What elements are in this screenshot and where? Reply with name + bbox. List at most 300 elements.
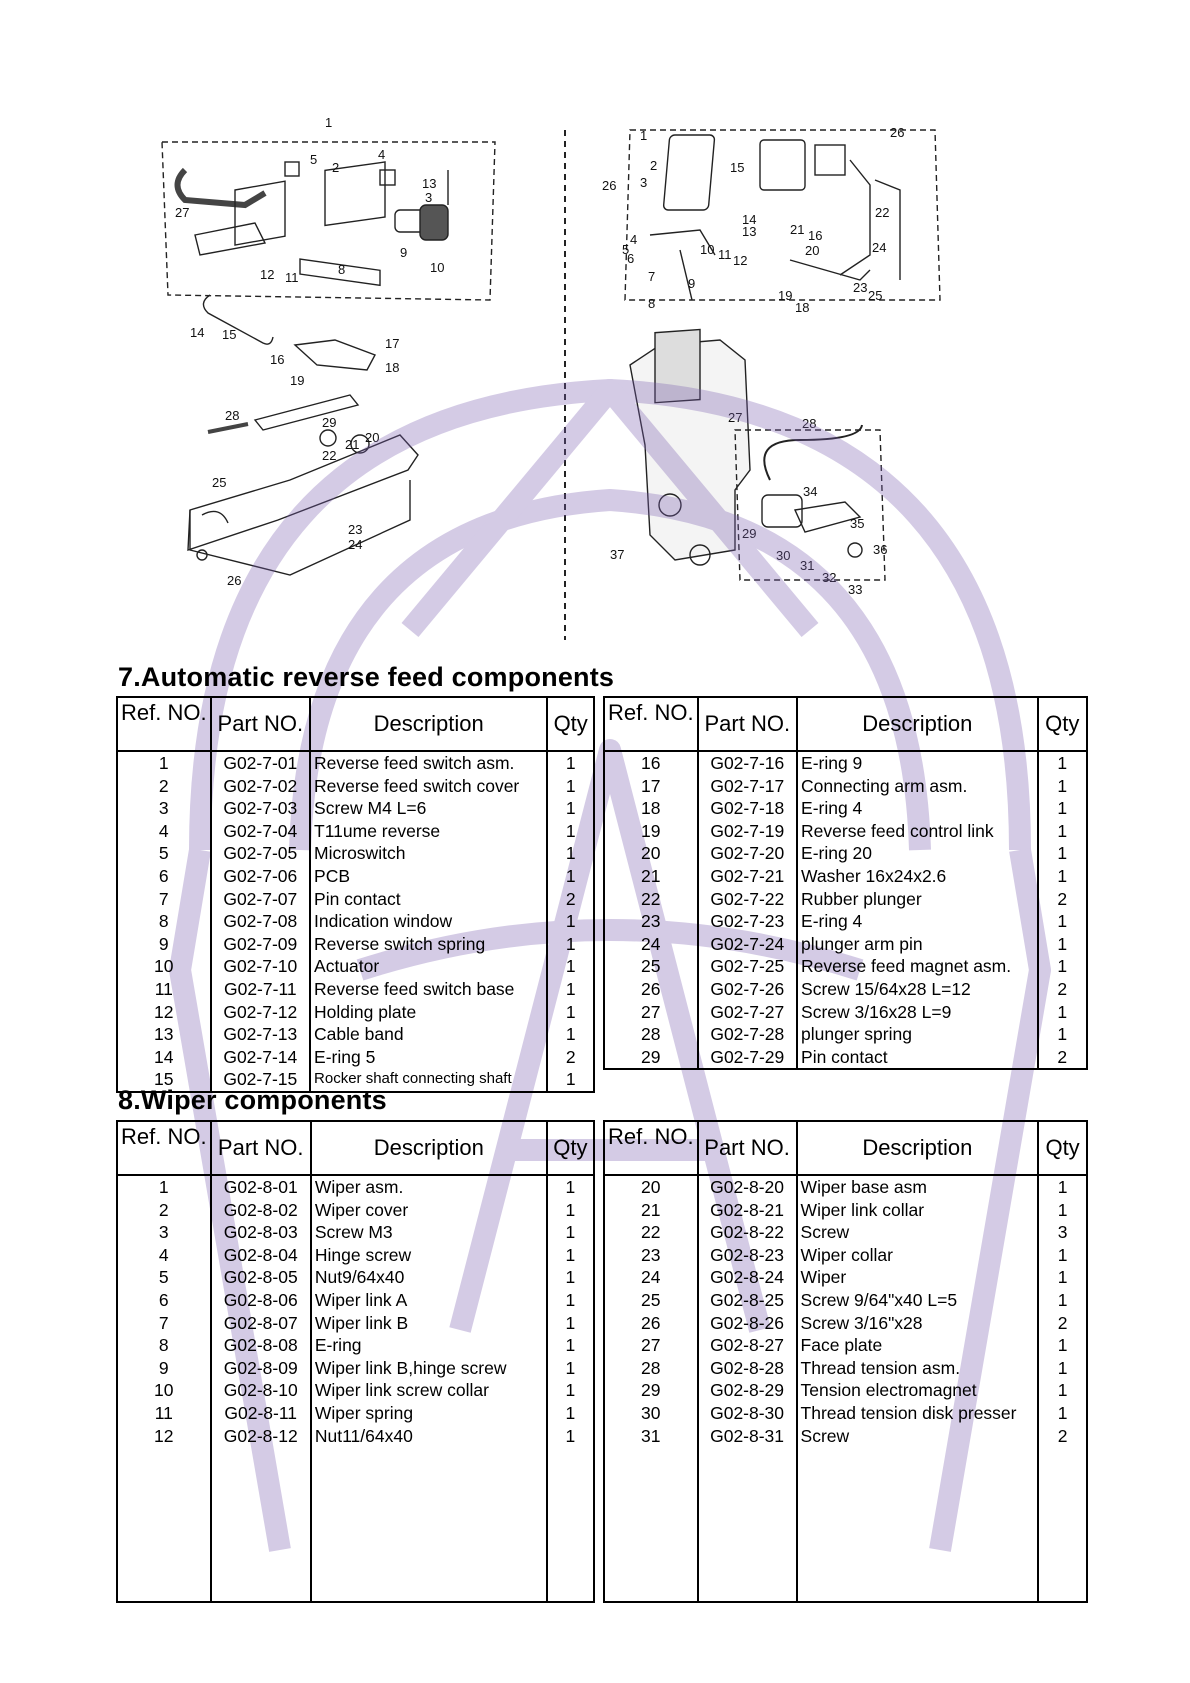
- part-no-cell: G02-7-18: [698, 797, 797, 820]
- empty-row: [604, 1513, 1087, 1535]
- description-cell: Pin contact: [797, 1046, 1038, 1069]
- table-row: [117, 955, 594, 978]
- qty-cell: 1: [1038, 797, 1087, 820]
- ref-cell: 12: [117, 1001, 211, 1024]
- callout-label: 5: [310, 152, 318, 167]
- qty-cell: 1: [547, 933, 594, 956]
- part-no-cell: G02-7-08: [211, 910, 310, 933]
- table-row: [117, 1244, 594, 1267]
- table-row: [604, 910, 1087, 933]
- qty-cell: 1: [547, 1289, 594, 1312]
- empty-cell: [547, 1513, 594, 1535]
- qty-cell: 2: [1038, 1312, 1087, 1335]
- table-row: [117, 1046, 594, 1069]
- callout-label: 24: [872, 240, 887, 255]
- table-row: [604, 1402, 1087, 1425]
- empty-cell: [698, 1535, 797, 1557]
- qty-cell: 2: [1038, 978, 1087, 1001]
- ref-cell: 12: [117, 1425, 211, 1448]
- callout-label: 13: [742, 224, 757, 239]
- qty-cell: [1038, 1068, 1087, 1069]
- exploded-diagrams: [150, 110, 1020, 640]
- qty-cell: 1: [547, 820, 594, 843]
- qty-cell: 1: [547, 1402, 594, 1425]
- table-row: [604, 933, 1087, 956]
- table-row: [604, 978, 1087, 1001]
- part-no-cell: G02-8-25: [698, 1289, 797, 1312]
- table-row: [117, 1312, 594, 1335]
- ref-cell: 5: [117, 842, 211, 865]
- qty-cell: 1: [1038, 842, 1087, 865]
- qty-cell: 1: [1038, 1289, 1087, 1312]
- part-no-cell: G02-7-14: [211, 1046, 310, 1069]
- ref-cell: 24: [604, 1266, 698, 1289]
- empty-cell: [604, 1469, 698, 1491]
- header-part: Part NO.: [211, 697, 310, 751]
- part-no-cell: G02-8-28: [698, 1357, 797, 1380]
- callout-label: 26: [602, 178, 617, 193]
- table-row: [604, 1023, 1087, 1046]
- qty-cell: 1: [547, 751, 594, 775]
- description-cell: E-ring: [311, 1334, 547, 1357]
- callout-label: 35: [850, 516, 865, 531]
- empty-cell: [311, 1447, 547, 1469]
- qty-cell: 1: [547, 1425, 594, 1448]
- callout-label: 18: [385, 360, 400, 375]
- callout-label: 12: [260, 267, 275, 282]
- table-row: [604, 842, 1087, 865]
- empty-cell: [1038, 1469, 1087, 1491]
- description-cell: Wiper link screw collar: [311, 1379, 547, 1402]
- part-no-cell: G02-7-21: [698, 865, 797, 888]
- part-no-cell: G02-7-10: [211, 955, 310, 978]
- table-row: [117, 751, 594, 775]
- ref-cell: 5: [117, 1266, 211, 1289]
- description-cell: Reverse switch spring: [310, 933, 547, 956]
- description-cell: Reverse feed switch base: [310, 978, 547, 1001]
- part-no-cell: G02-7-28: [698, 1023, 797, 1046]
- empty-cell: [117, 1491, 211, 1513]
- description-cell: E-ring 9: [797, 751, 1038, 775]
- ref-cell: 16: [604, 751, 698, 775]
- table-row: [604, 1175, 1087, 1199]
- empty-cell: [547, 1491, 594, 1513]
- header-part: Part NO.: [698, 1121, 797, 1175]
- empty-row: [117, 1447, 594, 1469]
- qty-cell: 1: [547, 1379, 594, 1402]
- qty-cell: 1: [1038, 775, 1087, 798]
- callout-label: 34: [803, 484, 818, 499]
- table-row: [117, 1334, 594, 1357]
- description-cell: E-ring 4: [797, 910, 1038, 933]
- table-row: [117, 933, 594, 956]
- part-no-cell: G02-7-26: [698, 978, 797, 1001]
- part-no-cell: G02-8-22: [698, 1221, 797, 1244]
- ref-cell: 21: [604, 1199, 698, 1222]
- description-cell: Wiper collar: [797, 1244, 1039, 1267]
- empty-cell: [117, 1535, 211, 1557]
- part-no-cell: G02-7-06: [211, 865, 310, 888]
- empty-cell: [797, 1579, 1039, 1602]
- description-cell: E-ring 20: [797, 842, 1038, 865]
- description-cell: Face plate: [797, 1334, 1039, 1357]
- header-desc: Description: [797, 697, 1038, 751]
- empty-cell: [797, 1447, 1039, 1469]
- part-no-cell: G02-8-10: [211, 1379, 311, 1402]
- qty-cell: 1: [547, 1244, 594, 1267]
- ref-cell: 2: [117, 1199, 211, 1222]
- callout-label: 26: [890, 125, 905, 140]
- ref-cell: 11: [117, 978, 211, 1001]
- callout-label: 10: [700, 242, 715, 257]
- qty-cell: 1: [1038, 1023, 1087, 1046]
- empty-cell: [547, 1579, 594, 1602]
- description-cell: [797, 1068, 1038, 1069]
- callout-label: 28: [225, 408, 240, 423]
- callout-label: 37: [610, 547, 625, 562]
- description-cell: Washer 16x24x2.6: [797, 865, 1038, 888]
- header-ref: Ref. NO.: [117, 1121, 211, 1175]
- ref-cell: [604, 1068, 698, 1069]
- description-cell: Connecting arm asm.: [797, 775, 1038, 798]
- part-no-cell: G02-8-24: [698, 1266, 797, 1289]
- qty-cell: 1: [1038, 1402, 1087, 1425]
- description-cell: Wiper spring: [311, 1402, 547, 1425]
- part-no-cell: G02-7-25: [698, 955, 797, 978]
- table-7-left: [116, 696, 595, 1093]
- callout-label: 17: [385, 336, 400, 351]
- part-no-cell: G02-7-20: [698, 842, 797, 865]
- empty-cell: [117, 1469, 211, 1491]
- callout-label: 25: [212, 475, 227, 490]
- callout-label: 5: [622, 242, 630, 257]
- part-no-cell: G02-8-01: [211, 1175, 311, 1199]
- qty-cell: 1: [547, 1334, 594, 1357]
- qty-cell: 1: [547, 842, 594, 865]
- callout-label: 26: [227, 573, 242, 588]
- ref-cell: 30: [604, 1402, 698, 1425]
- empty-cell: [698, 1469, 797, 1491]
- callout-label: 30: [776, 548, 791, 563]
- empty-cell: [797, 1557, 1039, 1579]
- empty-cell: [604, 1447, 698, 1469]
- part-no-cell: G02-7-13: [211, 1023, 310, 1046]
- part-no-cell: G02-8-27: [698, 1334, 797, 1357]
- part-no-cell: G02-8-12: [211, 1425, 311, 1448]
- description-cell: Actuator: [310, 955, 547, 978]
- qty-cell: 1: [547, 1068, 594, 1092]
- qty-cell: 1: [1038, 820, 1087, 843]
- ref-cell: 18: [604, 797, 698, 820]
- description-cell: Wiper: [797, 1266, 1039, 1289]
- ref-cell: 10: [117, 955, 211, 978]
- table-row: [117, 775, 594, 798]
- ref-cell: 27: [604, 1334, 698, 1357]
- part-no-cell: G02-8-11: [211, 1402, 311, 1425]
- description-cell: Indication window: [310, 910, 547, 933]
- callout-label: 33: [848, 582, 863, 597]
- qty-cell: 1: [1038, 1334, 1087, 1357]
- qty-cell: 1: [1038, 1244, 1087, 1267]
- ref-cell: 3: [117, 797, 211, 820]
- header-qty: Qty: [1038, 1121, 1087, 1175]
- table-row: [117, 910, 594, 933]
- empty-cell: [547, 1469, 594, 1491]
- ref-cell: 27: [604, 1001, 698, 1024]
- table-row: [604, 1001, 1087, 1024]
- part-no-cell: G02-7-29: [698, 1046, 797, 1069]
- ref-cell: 20: [604, 842, 698, 865]
- empty-row: [117, 1535, 594, 1557]
- qty-cell: 1: [1038, 1357, 1087, 1380]
- table-row: [117, 842, 594, 865]
- ref-cell: 24: [604, 933, 698, 956]
- callout-label: 22: [322, 448, 337, 463]
- description-cell: Screw: [797, 1221, 1039, 1244]
- part-no-cell: G02-7-05: [211, 842, 310, 865]
- callout-label: 14: [190, 325, 205, 340]
- part-no-cell: G02-7-23: [698, 910, 797, 933]
- callout-label: 3: [640, 175, 648, 190]
- table-row: [604, 797, 1087, 820]
- empty-cell: [311, 1557, 547, 1579]
- part-no-cell: G02-8-31: [698, 1425, 797, 1448]
- table-row: [604, 1244, 1087, 1267]
- empty-cell: [117, 1557, 211, 1579]
- callout-label: 9: [400, 245, 408, 260]
- header-part: Part NO.: [698, 697, 797, 751]
- description-cell: Hinge screw: [311, 1244, 547, 1267]
- table-row: [604, 775, 1087, 798]
- callout-label: 1: [640, 128, 648, 143]
- empty-cell: [211, 1469, 311, 1491]
- empty-cell: [117, 1447, 211, 1469]
- description-cell: Thread tension disk presser: [797, 1402, 1039, 1425]
- ref-cell: 23: [604, 1244, 698, 1267]
- ref-cell: 29: [604, 1046, 698, 1069]
- callout-label: 31: [800, 558, 815, 573]
- empty-cell: [311, 1535, 547, 1557]
- qty-cell: 1: [1038, 1379, 1087, 1402]
- description-cell: Holding plate: [310, 1001, 547, 1024]
- header-qty: Qty: [1038, 697, 1087, 751]
- qty-cell: 1: [547, 910, 594, 933]
- callout-label: 19: [290, 373, 305, 388]
- part-no-cell: G02-8-29: [698, 1379, 797, 1402]
- table-row: [604, 820, 1087, 843]
- callout-label: 3: [425, 190, 433, 205]
- empty-cell: [698, 1447, 797, 1469]
- empty-row: [117, 1513, 594, 1535]
- empty-cell: [1038, 1491, 1087, 1513]
- callout-label: 15: [730, 160, 745, 175]
- table-row: [117, 820, 594, 843]
- ref-cell: 15: [117, 1068, 211, 1092]
- empty-row: [117, 1579, 594, 1602]
- part-no-cell: G02-7-15: [211, 1068, 310, 1092]
- callout-label: 18: [795, 300, 810, 315]
- table-row: [117, 1199, 594, 1222]
- callout-label: 12: [733, 253, 748, 268]
- ref-cell: 13: [117, 1023, 211, 1046]
- ref-cell: 6: [117, 1289, 211, 1312]
- ref-cell: 28: [604, 1023, 698, 1046]
- empty-row: [604, 1557, 1087, 1579]
- ref-cell: 1: [117, 751, 211, 775]
- table-row: [117, 797, 594, 820]
- part-no-cell: G02-7-17: [698, 775, 797, 798]
- empty-cell: [1038, 1447, 1087, 1469]
- empty-cell: [211, 1513, 311, 1535]
- part-no-cell: G02-7-24: [698, 933, 797, 956]
- header-qty: Qty: [547, 697, 594, 751]
- table-8-left: [116, 1120, 595, 1603]
- table-row: [117, 1357, 594, 1380]
- empty-row: [604, 1579, 1087, 1602]
- table-row: [117, 865, 594, 888]
- empty-cell: [311, 1513, 547, 1535]
- qty-cell: 1: [547, 1357, 594, 1380]
- table-row: [117, 1001, 594, 1024]
- part-no-cell: G02-7-07: [211, 888, 310, 911]
- part-no-cell: G02-7-12: [211, 1001, 310, 1024]
- part-no-cell: [698, 1068, 797, 1069]
- ref-cell: 3: [117, 1221, 211, 1244]
- description-cell: Screw 15/64x28 L=12: [797, 978, 1038, 1001]
- part-no-cell: G02-8-04: [211, 1244, 311, 1267]
- empty-cell: [117, 1579, 211, 1602]
- ref-cell: 7: [117, 888, 211, 911]
- table-row: [117, 1023, 594, 1046]
- qty-cell: 2: [547, 888, 594, 911]
- part-no-cell: G02-8-08: [211, 1334, 311, 1357]
- ref-cell: 4: [117, 1244, 211, 1267]
- qty-cell: 1: [1038, 751, 1087, 775]
- description-cell: Rubber plunger: [797, 888, 1038, 911]
- callout-label: 16: [808, 228, 823, 243]
- description-cell: Reverse feed magnet asm.: [797, 955, 1038, 978]
- ref-cell: 26: [604, 978, 698, 1001]
- empty-cell: [211, 1557, 311, 1579]
- empty-cell: [698, 1579, 797, 1602]
- qty-cell: 1: [547, 1266, 594, 1289]
- table-row: [604, 955, 1087, 978]
- empty-cell: [698, 1513, 797, 1535]
- table-row: [604, 1379, 1087, 1402]
- table-row: [604, 1312, 1087, 1335]
- part-no-cell: G02-7-27: [698, 1001, 797, 1024]
- table-row: [604, 1221, 1087, 1244]
- qty-cell: 1: [547, 1023, 594, 1046]
- callout-label: 15: [222, 327, 237, 342]
- part-no-cell: G02-7-09: [211, 933, 310, 956]
- part-no-cell: G02-7-11: [211, 978, 310, 1001]
- description-cell: Screw: [797, 1425, 1039, 1448]
- description-cell: Wiper cover: [311, 1199, 547, 1222]
- empty-cell: [311, 1469, 547, 1491]
- ref-cell: 20: [604, 1175, 698, 1199]
- ref-cell: 21: [604, 865, 698, 888]
- description-cell: Cable band: [310, 1023, 547, 1046]
- callout-label: 7: [648, 269, 656, 284]
- empty-cell: [1038, 1557, 1087, 1579]
- ref-cell: 8: [117, 1334, 211, 1357]
- empty-row: [604, 1491, 1087, 1513]
- ref-cell: 11: [117, 1402, 211, 1425]
- table-8-right: [603, 1120, 1088, 1603]
- ref-cell: 19: [604, 820, 698, 843]
- ref-cell: 23: [604, 910, 698, 933]
- empty-cell: [211, 1535, 311, 1557]
- description-cell: plunger spring: [797, 1023, 1038, 1046]
- empty-cell: [117, 1513, 211, 1535]
- description-cell: Pin contact: [310, 888, 547, 911]
- empty-cell: [211, 1579, 311, 1602]
- empty-cell: [797, 1535, 1039, 1557]
- empty-cell: [1038, 1513, 1087, 1535]
- empty-row: [604, 1469, 1087, 1491]
- description-cell: Reverse feed switch asm.: [310, 751, 547, 775]
- description-cell: Wiper link collar: [797, 1199, 1039, 1222]
- header-desc: Description: [311, 1121, 547, 1175]
- callout-label: 14: [742, 212, 757, 227]
- table-row: [117, 1175, 594, 1199]
- qty-cell: 1: [547, 1312, 594, 1335]
- description-cell: T11ume reverse: [310, 820, 547, 843]
- description-cell: Thread tension asm.: [797, 1357, 1039, 1380]
- qty-cell: 1: [547, 865, 594, 888]
- callout-label: 6: [627, 251, 635, 266]
- table-row: [604, 1425, 1087, 1448]
- callout-label: 20: [365, 430, 380, 445]
- description-cell: Screw M4 L=6: [310, 797, 547, 820]
- qty-cell: 2: [1038, 1425, 1087, 1448]
- empty-cell: [547, 1535, 594, 1557]
- empty-cell: [604, 1491, 698, 1513]
- description-cell: Screw 3/16"x28: [797, 1312, 1039, 1335]
- description-cell: Wiper link B,hinge screw: [311, 1357, 547, 1380]
- callout-label: 27: [728, 410, 743, 425]
- ref-cell: 7: [117, 1312, 211, 1335]
- callout-label: 11: [718, 247, 732, 262]
- ref-cell: 2: [117, 775, 211, 798]
- qty-cell: 1: [547, 1221, 594, 1244]
- ref-cell: 8: [117, 910, 211, 933]
- table-row: [604, 1068, 1087, 1069]
- callout-label: 29: [742, 526, 757, 541]
- callout-label: 36: [873, 542, 888, 557]
- description-cell: Reverse feed control link: [797, 820, 1038, 843]
- table-row: [604, 1199, 1087, 1222]
- callout-label: 32: [822, 570, 837, 585]
- description-cell: Wiper base asm: [797, 1175, 1039, 1199]
- table-row: [604, 1357, 1087, 1380]
- section-8-title: 8.Wiper components: [118, 1085, 387, 1115]
- part-no-cell: G02-7-16: [698, 751, 797, 775]
- table-row: [117, 1379, 594, 1402]
- description-cell: Microswitch: [310, 842, 547, 865]
- callout-label: 2: [650, 158, 658, 173]
- header-ref: Ref. NO.: [117, 697, 211, 751]
- qty-cell: 1: [547, 797, 594, 820]
- callout-label: 8: [648, 296, 656, 311]
- part-no-cell: G02-8-23: [698, 1244, 797, 1267]
- table-row: [117, 1289, 594, 1312]
- empty-cell: [604, 1535, 698, 1557]
- table-row: [604, 888, 1087, 911]
- part-no-cell: G02-7-19: [698, 820, 797, 843]
- part-no-cell: G02-8-07: [211, 1312, 311, 1335]
